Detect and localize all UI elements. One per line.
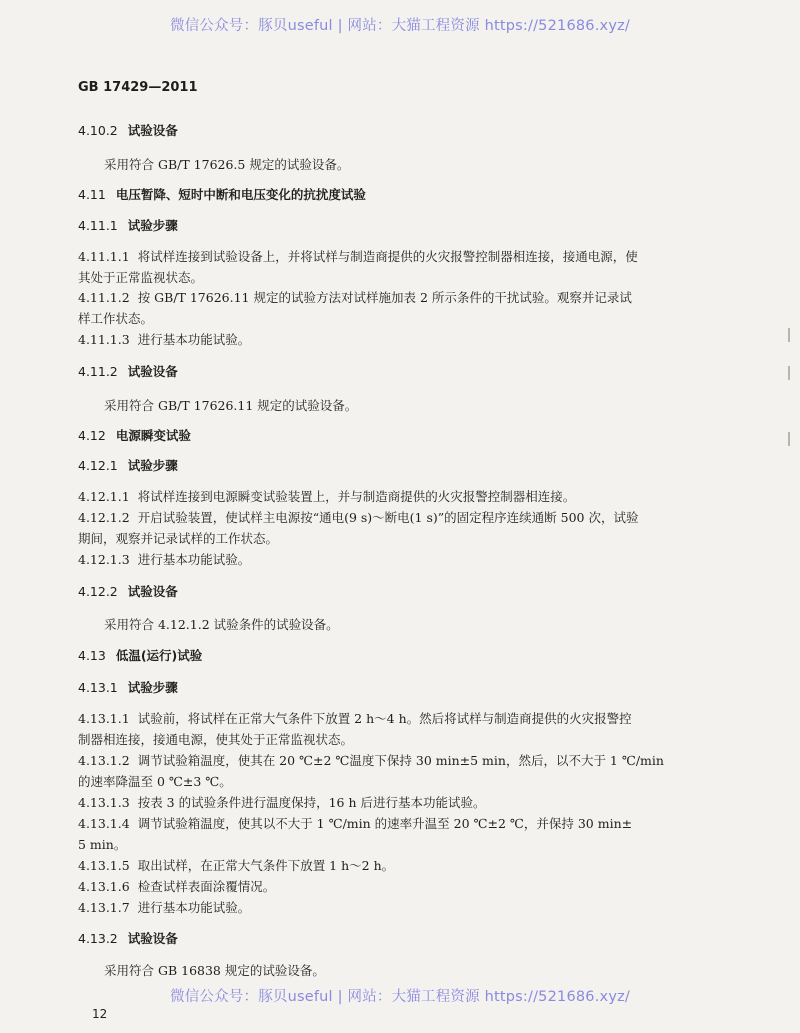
clause-text: 检查试样表面涂覆情况。: [137, 879, 276, 894]
clause-paragraph: [78, 814, 684, 834]
clause-paragraph: [78, 751, 684, 771]
clause-paragraph: [78, 856, 684, 876]
section-number: 4.12: [78, 428, 106, 443]
clause-text: 将试样连接到电源瞬变试验装置上，并与制造商提供的火灾报警控制器相连接。: [137, 489, 576, 504]
section-number: 4.11: [78, 187, 106, 202]
continuation-text: 期间，观察并记录试样的工作状态。: [78, 531, 279, 546]
clause-number: 4.11.1.2: [78, 290, 130, 305]
scan-edge-mark: [788, 366, 790, 380]
clause-number: 4.12.1.2: [78, 510, 130, 525]
clause-text: 调节试验箱温度，使其在 20 ℃±2 ℃温度下保持 30 min±5 min，然后，以不大于 1 ℃/min: [137, 753, 664, 768]
section-heading: [78, 426, 684, 446]
section-number: 4.13.1: [78, 680, 118, 695]
section-title: 电压暂降、短时中断和电压变化的抗扰度试验: [115, 187, 366, 202]
continuation-text: 的速率降温至 0 ℃±3 ℃。: [78, 774, 232, 789]
clause-paragraph: [78, 508, 684, 528]
section-title: 试验步骤: [127, 458, 178, 473]
clause-number: 4.13.1.7: [78, 900, 130, 915]
clause-paragraph: [78, 247, 684, 267]
continuation-text: 5 min。: [78, 837, 127, 852]
section-heading: [78, 456, 684, 476]
section-heading: [78, 216, 684, 236]
clause-paragraph: [78, 709, 684, 729]
clause-text: 取出试样，在正常大气条件下放置 1 h～2 h。: [137, 858, 395, 873]
continuation-text: 其处于正常监视状态。: [78, 270, 204, 285]
clause-paragraph: [78, 330, 684, 350]
section-title: 试验设备: [127, 584, 178, 599]
clause-text: 将试样连接到试验设备上，并将试样与制造商提供的火灾报警控制器相连接，接通电源，使: [137, 249, 638, 264]
clause-text: 开启试验装置，使试样主电源按“通电(9 s)～断电(1 s)”的固定程序连续通断 500 次，试验: [137, 510, 639, 525]
section-title: 试验设备: [127, 364, 178, 379]
section-heading: [78, 362, 684, 382]
section-title: 低温(运行)试验: [115, 648, 203, 663]
body-text: 采用符合 GB 16838 规定的试验设备。: [104, 963, 325, 978]
clause-text: 进行基本功能试验。: [137, 332, 251, 347]
clause-number: 4.13.1.6: [78, 879, 130, 894]
watermark-top: 微信公众号：豚贝useful | 网站：大猫工程资源 https://521686.xyz/: [170, 18, 630, 34]
clause-paragraph: [78, 898, 684, 918]
section-number: 4.11.1: [78, 218, 118, 233]
clause-number: 4.13.1.2: [78, 753, 130, 768]
clause-number: 4.13.1.3: [78, 795, 130, 810]
section-heading: [78, 678, 684, 698]
clause-number: 4.13.1.4: [78, 816, 130, 831]
clause-number: 4.13.1.5: [78, 858, 130, 873]
section-title: 试验设备: [127, 931, 178, 946]
scan-edge-mark: [788, 432, 790, 446]
section-heading: [78, 929, 684, 949]
page-number: 12: [92, 1007, 108, 1021]
clause-paragraph: [78, 793, 684, 813]
continuation-text: 样工作状态。: [78, 311, 154, 326]
clause-text: 按 GB/T 17626.11 规定的试验方法对试样施加表 2 所示条件的干扰试验。观察并记录试: [137, 290, 632, 305]
section-heading: [78, 185, 684, 205]
clause-number: 4.12.1.3: [78, 552, 130, 567]
section-title: 试验步骤: [127, 680, 178, 695]
section-number: 4.13.2: [78, 931, 118, 946]
section-number: 4.11.2: [78, 364, 118, 379]
section-number: 4.12.1: [78, 458, 118, 473]
body-text: 采用符合 4.12.1.2 试验条件的试验设备。: [104, 617, 339, 632]
watermark-bottom: 微信公众号：豚贝useful | 网站：大猫工程资源 https://521686.xyz/: [170, 989, 630, 1005]
clause-number: 4.12.1.1: [78, 489, 130, 504]
clause-paragraph: [78, 550, 684, 570]
section-title: 电源瞬变试验: [115, 428, 191, 443]
clause-text: 进行基本功能试验。: [137, 900, 251, 915]
body-text: 采用符合 GB/T 17626.5 规定的试验设备。: [104, 157, 350, 172]
clause-paragraph: [78, 487, 684, 507]
section-title: 试验步骤: [127, 218, 178, 233]
section-number: 4.10.2: [78, 123, 118, 138]
body-text: 采用符合 GB/T 17626.11 规定的试验设备。: [104, 398, 358, 413]
clause-text: 按表 3 的试验条件进行温度保持，16 h 后进行基本功能试验。: [137, 795, 486, 810]
section-number: 4.13: [78, 648, 106, 663]
document-id-header: GB 17429—2011: [78, 80, 198, 95]
section-heading: [78, 646, 684, 666]
clause-paragraph: [78, 877, 684, 897]
clause-text: 进行基本功能试验。: [137, 552, 251, 567]
clause-text: 试验前，将试样在正常大气条件下放置 2 h～4 h。然后将试样与制造商提供的火灾报警控: [137, 711, 632, 726]
clause-number: 4.11.1.3: [78, 332, 130, 347]
clause-paragraph: [78, 288, 684, 308]
section-heading: [78, 582, 684, 602]
section-number: 4.12.2: [78, 584, 118, 599]
section-title: 试验设备: [127, 123, 178, 138]
clause-number: 4.11.1.1: [78, 249, 130, 264]
clause-number: 4.13.1.1: [78, 711, 130, 726]
clause-text: 调节试验箱温度，使其以不大于 1 ℃/min 的速率升温至 20 ℃±2 ℃，并保持 30 min±: [137, 816, 633, 831]
scan-edge-mark: [788, 328, 790, 342]
continuation-text: 制器相连接，接通电源，使其处于正常监视状态。: [78, 732, 354, 747]
section-heading: [78, 121, 684, 141]
